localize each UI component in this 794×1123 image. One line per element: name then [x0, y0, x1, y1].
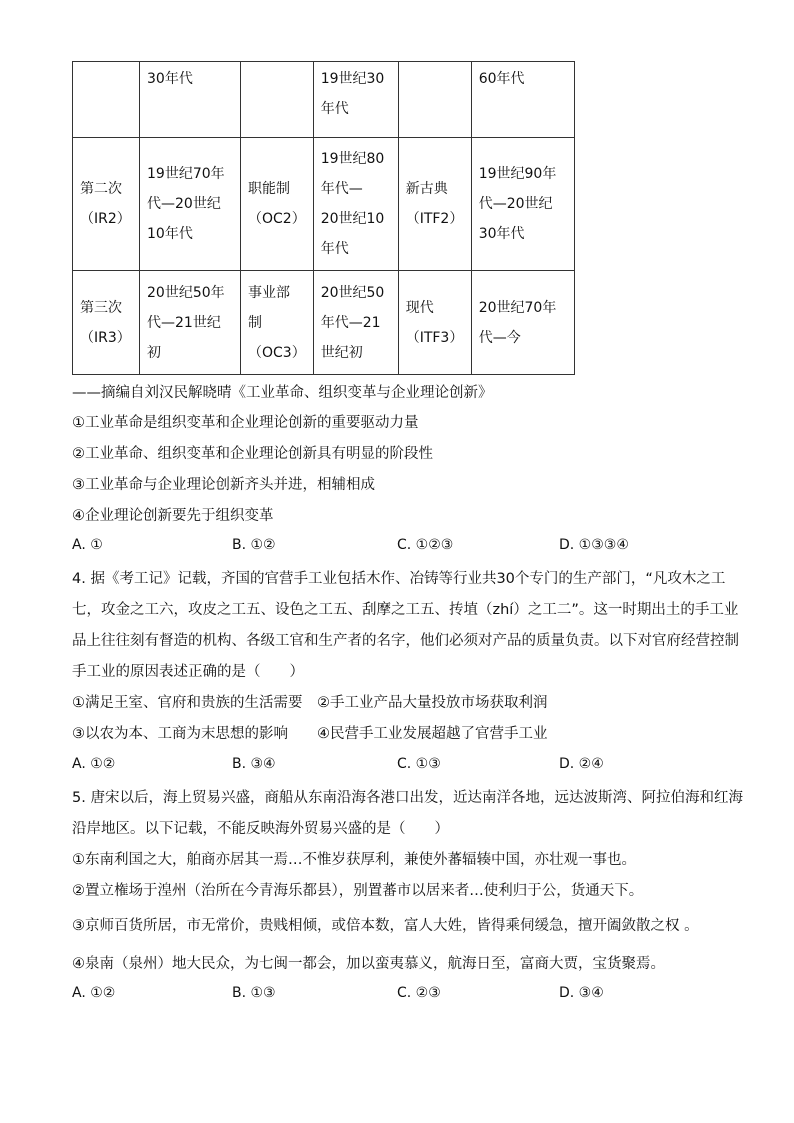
- cell-line: 年代: [320, 241, 349, 257]
- q3-option-d[interactable]: D. ①③③④: [559, 537, 629, 553]
- table-cell: [313, 271, 398, 375]
- cell-line: 20世纪70年: [478, 299, 557, 316]
- q3-statement-4: ④企业理论创新要先于组织变革: [72, 508, 274, 524]
- cell-line: 20世纪50: [320, 284, 385, 301]
- cell-text: [406, 138, 464, 270]
- table-cell: [313, 138, 398, 271]
- cell-line: 初: [147, 344, 161, 361]
- q3-statement-1: ①工业革命是组织变革和企业理论创新的重要驱动力量: [72, 415, 419, 431]
- cell-text: [248, 271, 306, 374]
- q5-option-a[interactable]: A. ①②: [72, 985, 116, 1001]
- q5-statement-1: ①东南利国之大，舶商亦居其一焉…不惟岁获厚利，兼使外蕃辐辏中国，亦壮观一事也。: [72, 852, 636, 868]
- cell-text: [321, 64, 391, 124]
- q3-option-c[interactable]: C. ①②③: [397, 537, 454, 553]
- cell-text: [321, 271, 391, 374]
- q3-options: [72, 537, 722, 557]
- q3-option-b[interactable]: B. ①②: [232, 537, 276, 553]
- table-row: [73, 271, 575, 375]
- q5-stem-line-2: 沿岸地区。以下记载，不能反映海外贸易兴盛的是（ ）: [72, 821, 449, 837]
- cell-line: 代—20世纪: [478, 196, 553, 212]
- table-row: [73, 138, 575, 271]
- q5-option-c[interactable]: C. ②③: [397, 985, 441, 1001]
- cell-text: [479, 64, 567, 94]
- table-cell: [241, 62, 314, 138]
- cell-line: 19世纪80: [320, 151, 385, 167]
- table-cell: [398, 138, 471, 271]
- cell-line: （IR3）: [80, 329, 131, 346]
- q4-option-d[interactable]: D. ②④: [559, 756, 604, 772]
- cell-line: 30年代: [147, 71, 193, 87]
- q4-statements-1-2: ①满足王室、官府和贵族的生活需要 ②手工业产品大量投放市场获取利润: [72, 695, 548, 711]
- q5-statement-4: ④泉南（泉州）地大民众，为七闽一都会，加以蛮夷慕义，航海日至，富商大贾，宝货聚焉。: [72, 956, 665, 972]
- cell-line: 年代—: [320, 181, 363, 197]
- q4-option-a[interactable]: A. ①②: [72, 756, 116, 772]
- cell-text: [248, 138, 306, 270]
- cell-line: 60年代: [478, 71, 525, 87]
- table-cell: [140, 62, 241, 138]
- cell-line: （ITF2）: [405, 211, 464, 227]
- cell-line: 第二次: [80, 181, 122, 197]
- cell-line: （IR2）: [80, 211, 131, 227]
- table-cell: [73, 271, 140, 375]
- q5-options: [72, 985, 722, 1005]
- cell-line: 20世纪10: [320, 211, 385, 227]
- q4-stem-line-3: 品上往往刻有督造的机构、各级工官和生产者的名字，他们必须对产品的质量负责。以下对官府经营控制: [72, 633, 739, 649]
- cell-line: （ITF3）: [405, 329, 464, 346]
- cell-line: 世纪初: [320, 344, 363, 361]
- cell-text: [147, 138, 233, 270]
- cell-text: [406, 271, 464, 374]
- cell-line: 职能制: [248, 181, 290, 197]
- table-cell: [471, 271, 574, 375]
- q3-option-a[interactable]: A. ①: [72, 537, 103, 553]
- q5-statement-2: ②置立権场于湟州（治所在今青海乐都县），别置蕃市以居来者…使利归于公，货通天下。: [72, 883, 644, 899]
- q5-stem-line-1: 5. 唐宋以后，海上贸易兴盛，商船从东南沿海各港口出发，近达南洋各地，远达波斯湾、阿拉伯海和红海: [72, 790, 743, 806]
- cell-line: 10年代: [147, 226, 193, 242]
- table-cell: [471, 138, 574, 271]
- q4-stem-line-1: 4. 据《考工记》记载，齐国的官营手工业包括木作、冶铸等行业共30个专门的生产部门，“凡攻木之工: [72, 571, 726, 587]
- q4-statements-3-4: ③以农为本、工商为末思想的影响 ④民营手工业发展超越了官营手工业: [72, 726, 548, 742]
- cell-line: 年代: [320, 101, 349, 117]
- table-cell: [313, 62, 398, 138]
- cell-text: [80, 271, 132, 374]
- q5-statement-3: ③京师百货所居，市无常价，贵贱相倾，或倍本数，富人大姓，皆得乘伺缓急，擅开阖敛散之权 。: [72, 918, 699, 934]
- cell-text: [80, 138, 132, 270]
- cell-line: 新古典: [405, 181, 448, 197]
- cell-line: 19世纪70年: [147, 166, 225, 182]
- table-cell: [140, 138, 241, 271]
- cell-line: 代—20世纪: [147, 196, 221, 212]
- q4-stem-line-2: 七，攻金之工六，攻皮之工五、设色之工五、刮摩之工五、抟埴（zhí）之工二”。这一时期出土的手工业: [72, 602, 739, 618]
- q5-option-b[interactable]: B. ①③: [232, 985, 276, 1001]
- cell-text: [147, 271, 233, 374]
- table-cell: [73, 62, 140, 138]
- cell-line: 19世纪30: [320, 71, 385, 87]
- q4-options: [72, 756, 722, 776]
- q3-statement-3: ③工业革命与企业理论创新齐头并进，相辅相成: [72, 477, 375, 493]
- table-cell: [73, 138, 140, 271]
- table-row: [73, 62, 575, 138]
- cell-line: 30年代: [478, 226, 525, 242]
- cell-line: 19世纪90年: [478, 166, 557, 182]
- table-cell: [398, 62, 471, 138]
- table-cell: [398, 271, 471, 375]
- table-source-citation: ——摘编自刘汉民解晓晴《工业革命、组织变革与企业理论创新》: [72, 385, 493, 401]
- cell-line: 事业部: [248, 284, 290, 301]
- q4-option-c[interactable]: C. ①③: [397, 756, 441, 772]
- cell-line: （OC3）: [248, 344, 306, 361]
- cell-line: 第三次: [80, 299, 122, 316]
- cell-text: [321, 138, 391, 270]
- cell-line: 制: [248, 314, 262, 331]
- cell-line: 20世纪50年: [147, 284, 225, 301]
- table-cell: [471, 62, 574, 138]
- cell-text: [479, 271, 567, 374]
- cell-text: [147, 64, 233, 94]
- q5-option-d[interactable]: D. ③④: [559, 985, 604, 1001]
- q3-statement-2: ②工业革命、组织变革和企业理论创新具有明显的阶段性: [72, 446, 433, 462]
- cell-line: 年代—21: [320, 314, 381, 331]
- cell-line: 现代: [405, 299, 434, 316]
- comparison-table: [72, 61, 575, 375]
- cell-text: [479, 138, 567, 270]
- cell-line: （OC2）: [248, 211, 306, 227]
- cell-line: 代—今: [478, 329, 521, 346]
- q4-option-b[interactable]: B. ③④: [232, 756, 276, 772]
- table-cell: [140, 271, 241, 375]
- table-cell: [241, 271, 314, 375]
- q4-stem-line-4: 手工业的原因表述正确的是（ ）: [72, 664, 304, 680]
- cell-line: 代—21世纪: [147, 314, 221, 331]
- table-cell: [241, 138, 314, 271]
